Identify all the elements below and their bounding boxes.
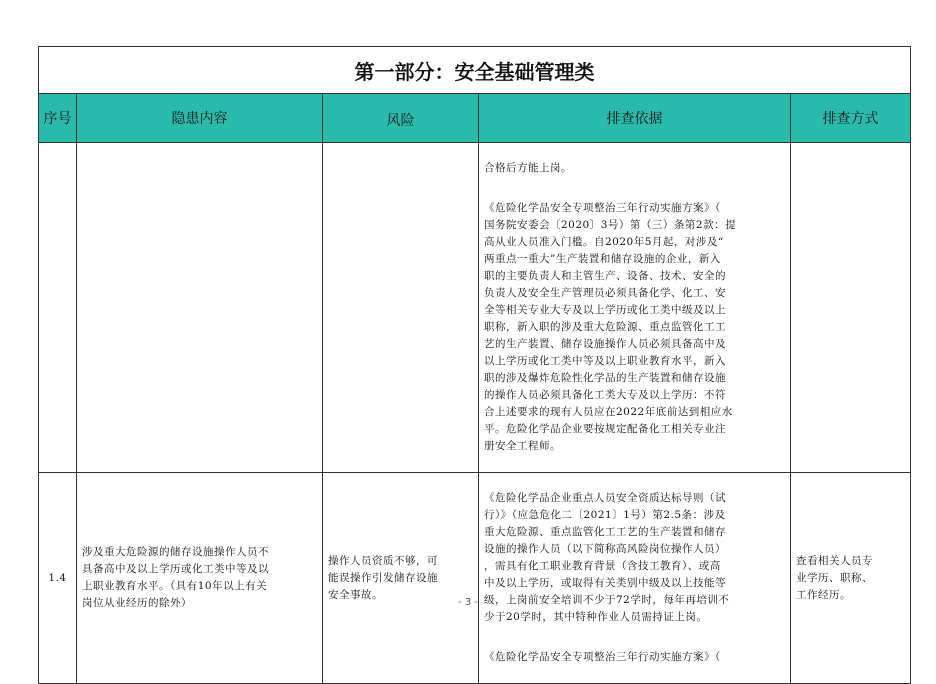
row1-basis-para-1: 合格后方能上岗。 — [484, 162, 572, 174]
row1-basis — [479, 143, 791, 473]
page-number: - 3 - — [458, 597, 478, 608]
row2-risk: 操作人员资质不够，可 能误操作引发储存设施 安全事故。 — [323, 473, 479, 684]
row1-method — [791, 143, 911, 473]
header-row — [39, 94, 911, 143]
header-basis: 排查依据 — [479, 94, 791, 143]
row2-basis — [479, 473, 791, 684]
row2-basis-para-1: 《危险化学品企业重点人员安全资质达标导则（试 行）》（应急危化二〔2021〕1号）第2.5条：涉及 重大危险源、重点监管化工工艺的生产装置和储存 设施的操作人员（以下简称高风险岗位操作人员） ，需具有化工职业教育背景（含技工教育）、或高 中及以上学历，或取得有关类别中级及以上技能等 级，上岗前安全培训不少于72学时，每年再培训不 少于20学时，其中特种作业人员需持证上岗。 — [484, 492, 730, 623]
row2-method: 查看相关人员专 业学历、职称、 工作经历。 — [791, 473, 911, 684]
row1-basis-para-2: 《危险化学品安全专项整治三年行动实施方案》（ 国务院安委会〔2020〕3号）第（三）条第2款：提 高从业人员准入门槛。自2020年5月起，对涉及“ 两重点一重大”生产装置和储存设施的企业，新入 职的主要负责人和主管生产、设备、技术、安全的 负责人及安全生产管理员必须具备化学、化工、安 全等相关专业大专及以上学历或化工类中级及以上 职称，新入职的涉及重大危险源、重点监管化工工 艺的生产装置、储存设施操作人员必须具备高中及 以上学历或化工类中等及以上职业教育水平，新入 职的涉及爆炸危险性化学品的生产装置和储存设施 的操作人员必须具备化工类大专及以上学历：不符 合上述要求的现有人员应在2022年底前达到相应水 平。危险化学品企业要按规定配备化工相关专业注 册安全工程师。 — [484, 202, 737, 452]
row2-seq: 1.4 — [39, 473, 77, 684]
header-hazard: 隐患内容 — [77, 94, 323, 143]
row1-seq — [39, 143, 77, 473]
row2-hazard: 涉及重大危险源的储存设施操作人员不 具备高中及以上学历或化工类中等及以 上职业教育水平。（具有10年以上有关 岗位从业经历的除外） — [77, 473, 323, 684]
row1-hazard — [77, 143, 323, 473]
hazard-table — [38, 46, 911, 684]
table-row — [39, 143, 911, 473]
row2-basis-para-2: 《危险化学品安全专项整治三年行动实施方案》（ — [484, 651, 721, 663]
table-row — [39, 473, 911, 684]
header-seq: 序号 — [39, 94, 77, 143]
header-risk: 风险 — [323, 94, 479, 143]
row1-risk — [323, 143, 479, 473]
header-method: 排查方式 — [791, 94, 911, 143]
section-title: 第一部分：安全基础管理类 — [39, 47, 911, 94]
document-sheet — [38, 46, 910, 684]
